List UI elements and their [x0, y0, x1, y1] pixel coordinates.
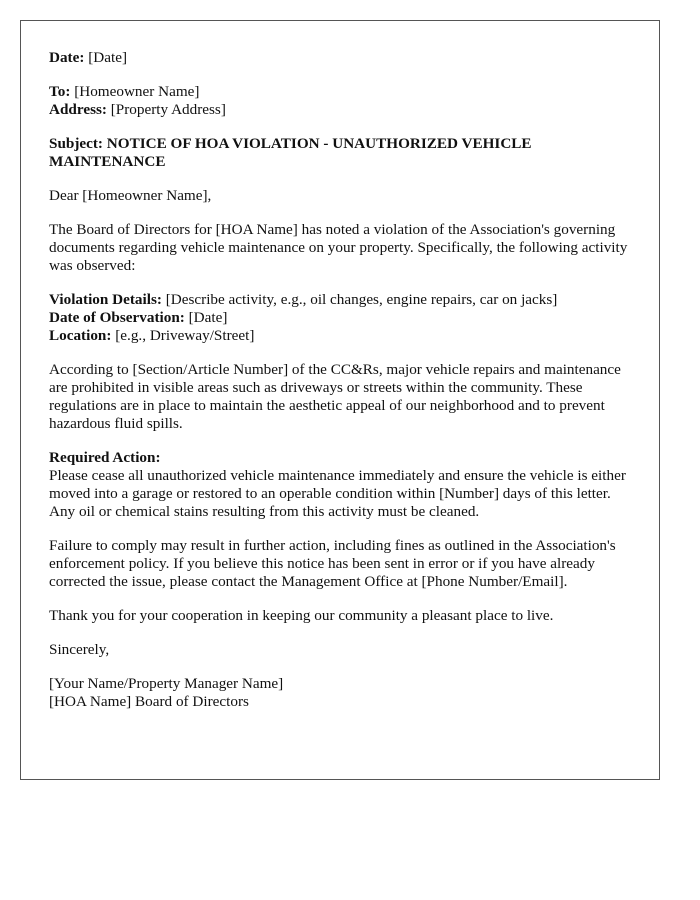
regulation-paragraph: According to [Section/Article Number] of the CC&Rs, major vehicle repairs and maintenance are prohibited in visible areas such as driveways or streets within the community. These regulations are in place to maintain the aesthetic appeal of our neighborhood and to prevent hazardous fluid spills. — [49, 361, 621, 432]
subject-line — [49, 135, 631, 171]
to-label: To: — [49, 83, 71, 100]
location-value: [e.g., Driveway/Street] — [115, 327, 255, 344]
required-action-text: Please cease all unauthorized vehicle maintenance immediately and ensure the vehicle is either moved into a garage or restored to an operable condition within [Number] days of this letter. Any oil or chemical stains resulting from this activity must be cleaned. — [49, 467, 626, 520]
signature-title: [HOA Name] Board of Directors — [49, 693, 249, 710]
recipient-block — [49, 83, 631, 119]
intro-paragraph: The Board of Directors for [HOA Name] has noted a violation of the Association's governing documents regarding vehicle maintenance on your property. Specifically, the following activity was observed: — [49, 221, 628, 274]
date-label: Date: — [49, 49, 85, 66]
date-line — [49, 49, 631, 67]
thanks-paragraph: Thank you for your cooperation in keeping our community a pleasant place to live. — [49, 607, 554, 624]
signature-block — [49, 675, 631, 711]
violation-details-label: Violation Details: — [49, 291, 162, 308]
subject-value: NOTICE OF HOA VIOLATION - UNAUTHORIZED VEHICLE MAINTENANCE — [49, 135, 532, 170]
violation-details-block — [49, 291, 631, 345]
salutation: Dear [Homeowner Name], — [49, 187, 212, 204]
required-action-block — [49, 449, 631, 521]
date-value: [Date] — [88, 49, 128, 66]
address-label: Address: — [49, 101, 107, 118]
signature-name: [Your Name/Property Manager Name] — [49, 675, 284, 692]
violation-details-value: [Describe activity, e.g., oil changes, engine repairs, car on jacks] — [165, 291, 558, 308]
to-value: [Homeowner Name] — [74, 83, 200, 100]
location-label: Location: — [49, 327, 112, 344]
failure-paragraph: Failure to comply may result in further action, including fines as outlined in the Association's enforcement policy. If you believe this notice has been sent in error or if you have already corrected the issue, please contact the Management Office at [Phone Number/Email]. — [49, 537, 616, 590]
location-line — [49, 327, 631, 345]
observation-date-line — [49, 309, 631, 327]
violation-details-line — [49, 291, 631, 309]
to-line — [49, 83, 631, 101]
letter — [20, 20, 660, 780]
subject-label: Subject: — [49, 135, 103, 152]
required-action-label: Required Action: — [49, 449, 161, 466]
address-value: [Property Address] — [110, 101, 226, 118]
observation-date-label: Date of Observation: — [49, 309, 185, 326]
address-line — [49, 101, 631, 119]
closing: Sincerely, — [49, 641, 110, 658]
observation-date-value: [Date] — [188, 309, 228, 326]
